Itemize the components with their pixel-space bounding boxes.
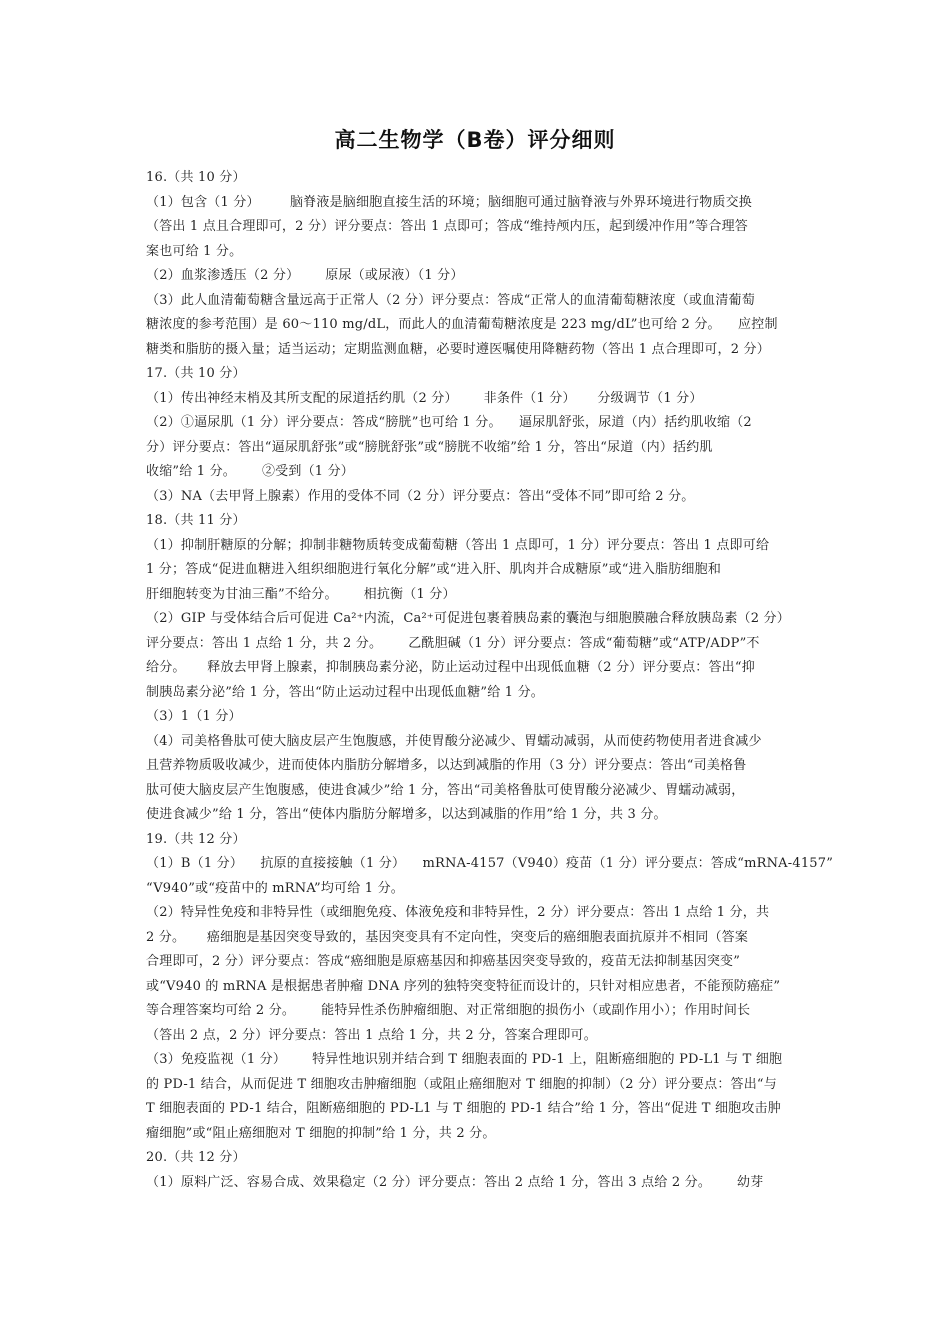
text-line: 瘤细胞”或“阻止癌细胞对 T 细胞的抑制”给 1 分，共 2 分。 (146, 1125, 496, 1141)
text-line: （4）司美格鲁肽可使大脑皮层产生饱腹感，并使胃酸分泌减少、胃蠕动减弱，从而使药物使用者进食减少 (146, 733, 762, 749)
text-line: 合理即可，2 分）评分要点：答成“癌细胞是原癌基因和抑癌基因突变导致的，疫苗无法抑制基因突变” (146, 954, 741, 969)
text-line: （答出 2 点，2 分）评分要点：答出 1 点给 1 分，共 2 分，答案合理即可。 (146, 1027, 597, 1043)
text-line: 等合理答案均可给 2 分。 能特异性杀伤肿瘤细胞、对正常细胞的损伤小（或副作用小）；作用时间长 (146, 1003, 751, 1018)
text-line: 制胰岛素分泌”给 1 分，答出“防止运动过程中出现低血糖”给 1 分。 (146, 684, 545, 700)
text-line: 17.（共 10 分） (146, 366, 246, 381)
text-line: 糖类和脂肪的摄入量；适当运动；定期监测血糖，必要时遵医嘱使用降糖药物（答出 1 点合理即可，2 分） (146, 341, 770, 357)
text-line: 评分要点：答出 1 点给 1 分，共 2 分。 乙酰胆碱（1 分）评分要点：答成“葡萄糖”或“ATP/ADP”不 (146, 635, 760, 651)
text-line: 肽可使大脑皮层产生饱腹感，使进食减少”给 1 分，答出“司美格鲁肽可使胃酸分泌减少、胃蠕动减弱， (146, 782, 745, 798)
text-line: 的 PD-1 结合，从而促进 T 细胞攻击肿瘤细胞（或阻止癌细胞对 T 细胞的抑制）（2 分）评分要点：答出“与 (146, 1076, 777, 1092)
document-body (146, 166, 834, 1195)
text-line: “V940”或“疫苗中的 mRNA”均可给 1 分。 (146, 880, 404, 896)
text-line: T 细胞表面的 PD-1 结合，阻断癌细胞的 PD-L1 与 T 细胞的 PD-1 结合”给 1 分，答出“促进 T 细胞攻击肿 (146, 1101, 781, 1116)
text-line: （1）B（1 分） 抗原的直接接触（1 分） mRNA-4157（V940）疫苗（1 分）评分要点：答成“mRNA-4157” (146, 856, 834, 871)
text-line: 分）评分要点：答出“逼尿肌舒张”或“膀胱舒张”或“膀胱不收缩”给 1 分，答出“尿道（内）括约肌 (146, 439, 713, 455)
text-line: （3）1（1 分） (146, 709, 242, 724)
text-line: 20.（共 12 分） (146, 1150, 246, 1165)
text-line: 2 分。 癌细胞是基因突变导致的，基因突变具有不定向性，突变后的癌细胞表面抗原并不相同（答案 (146, 929, 749, 945)
text-line: （答出 1 点且合理即可，2 分）评分要点：答出 1 点即可；答成“维持颅内压，起到缓冲作用”等合理答 (146, 219, 748, 234)
text-line: 18.（共 11 分） (146, 513, 246, 528)
text-line: （1）抑制肝糖原的分解；抑制非糖物质转变成葡萄糖（答出 1 点即可，1 分）评分要点：答出 1 点即可给 (146, 537, 770, 553)
text-line: （1）包含（1 分） 脑脊液是脑细胞直接生活的环境；脑细胞可通过脑脊液与外界环境进行物质交换 (146, 194, 753, 210)
document-title: 高二生物学（B卷）评分细则 (334, 128, 616, 152)
text-line: （1）原料广泛、容易合成、效果稳定（2 分）评分要点：答出 2 点给 1 分，答出 3 点给 2 分。 幼芽 (146, 1174, 764, 1190)
text-line: （3）NA（去甲肾上腺素）作用的受体不同（2 分）评分要点：答出“受体不同”即可给 2 分。 (146, 488, 695, 504)
text-line: 案也可给 1 分。 (146, 243, 243, 259)
text-line: 且营养物质吸收减少，进而使体内脂肪分解增多，以达到减脂的作用（3 分）评分要点：答出“司美格鲁 (146, 758, 747, 773)
text-line: 肝细胞转变为甘油三酯”不给分。 相抗衡（1 分） (146, 586, 456, 602)
text-line: （2）①逼尿肌（1 分）评分要点：答成“膀胱”也可给 1 分。 逼尿肌舒张，尿道（内）括约肌收缩（2 (146, 415, 752, 430)
text-line: （1）传出神经末梢及其所支配的尿道括约肌（2 分） 非条件（1 分） 分级调节（1 分） (146, 390, 703, 406)
text-line: （2）血浆渗透压（2 分） 原尿（或尿液）（1 分） (146, 268, 464, 283)
text-line: （2）GIP 与受体结合后可促进 Ca²⁺内流，Ca²⁺可促进包裹着胰岛素的囊泡与细胞膜融合释放胰岛素（2 分） (146, 611, 790, 626)
text-line: 16.（共 10 分） (146, 170, 246, 185)
text-line: 给分。 释放去甲肾上腺素，抑制胰岛素分泌，防止运动过程中出现低血糖（2 分）评分要点：答出“抑 (146, 660, 755, 675)
text-line: （2）特异性免疫和非特异性（或细胞免疫、体液免疫和非特异性，2 分）评分要点：答出 1 点给 1 分，共 (146, 905, 770, 920)
text-line: 或“V940 的 mRNA 是根据患者肿瘤 DNA 序列的独特突变特征而设计的，只针对相应患者，不能预防癌症” (146, 978, 781, 994)
text-line: 使进食减少”给 1 分，答出“使体内脂肪分解增多，以达到减脂的作用”给 1 分，共 3 分。 (146, 807, 667, 822)
text-line: 19.（共 12 分） (146, 831, 246, 847)
text-line: 收缩”给 1 分。 ②受到（1 分） (146, 464, 354, 479)
text-line: 1 分；答成“促进血糖进入组织细胞进行氧化分解”或“进入肝、肌肉并合成糖原”或“进入脂肪细胞和 (146, 562, 722, 577)
text-line: 糖浓度的参考范围）是 60～110 mg/dL，而此人的血清葡萄糖浓度是 223 mg/dL”也可给 2 分。 应控制 (146, 317, 778, 332)
text-line: （3）此人血清葡萄糖含量远高于正常人（2 分）评分要点：答成“正常人的血清葡萄糖浓度（或血清葡萄 (146, 292, 755, 308)
text-line: （3）免疫监视（1 分） 特异性地识别并结合到 T 细胞表面的 PD-1 上，阻断癌细胞的 PD-L1 与 T 细胞 (146, 1052, 783, 1067)
